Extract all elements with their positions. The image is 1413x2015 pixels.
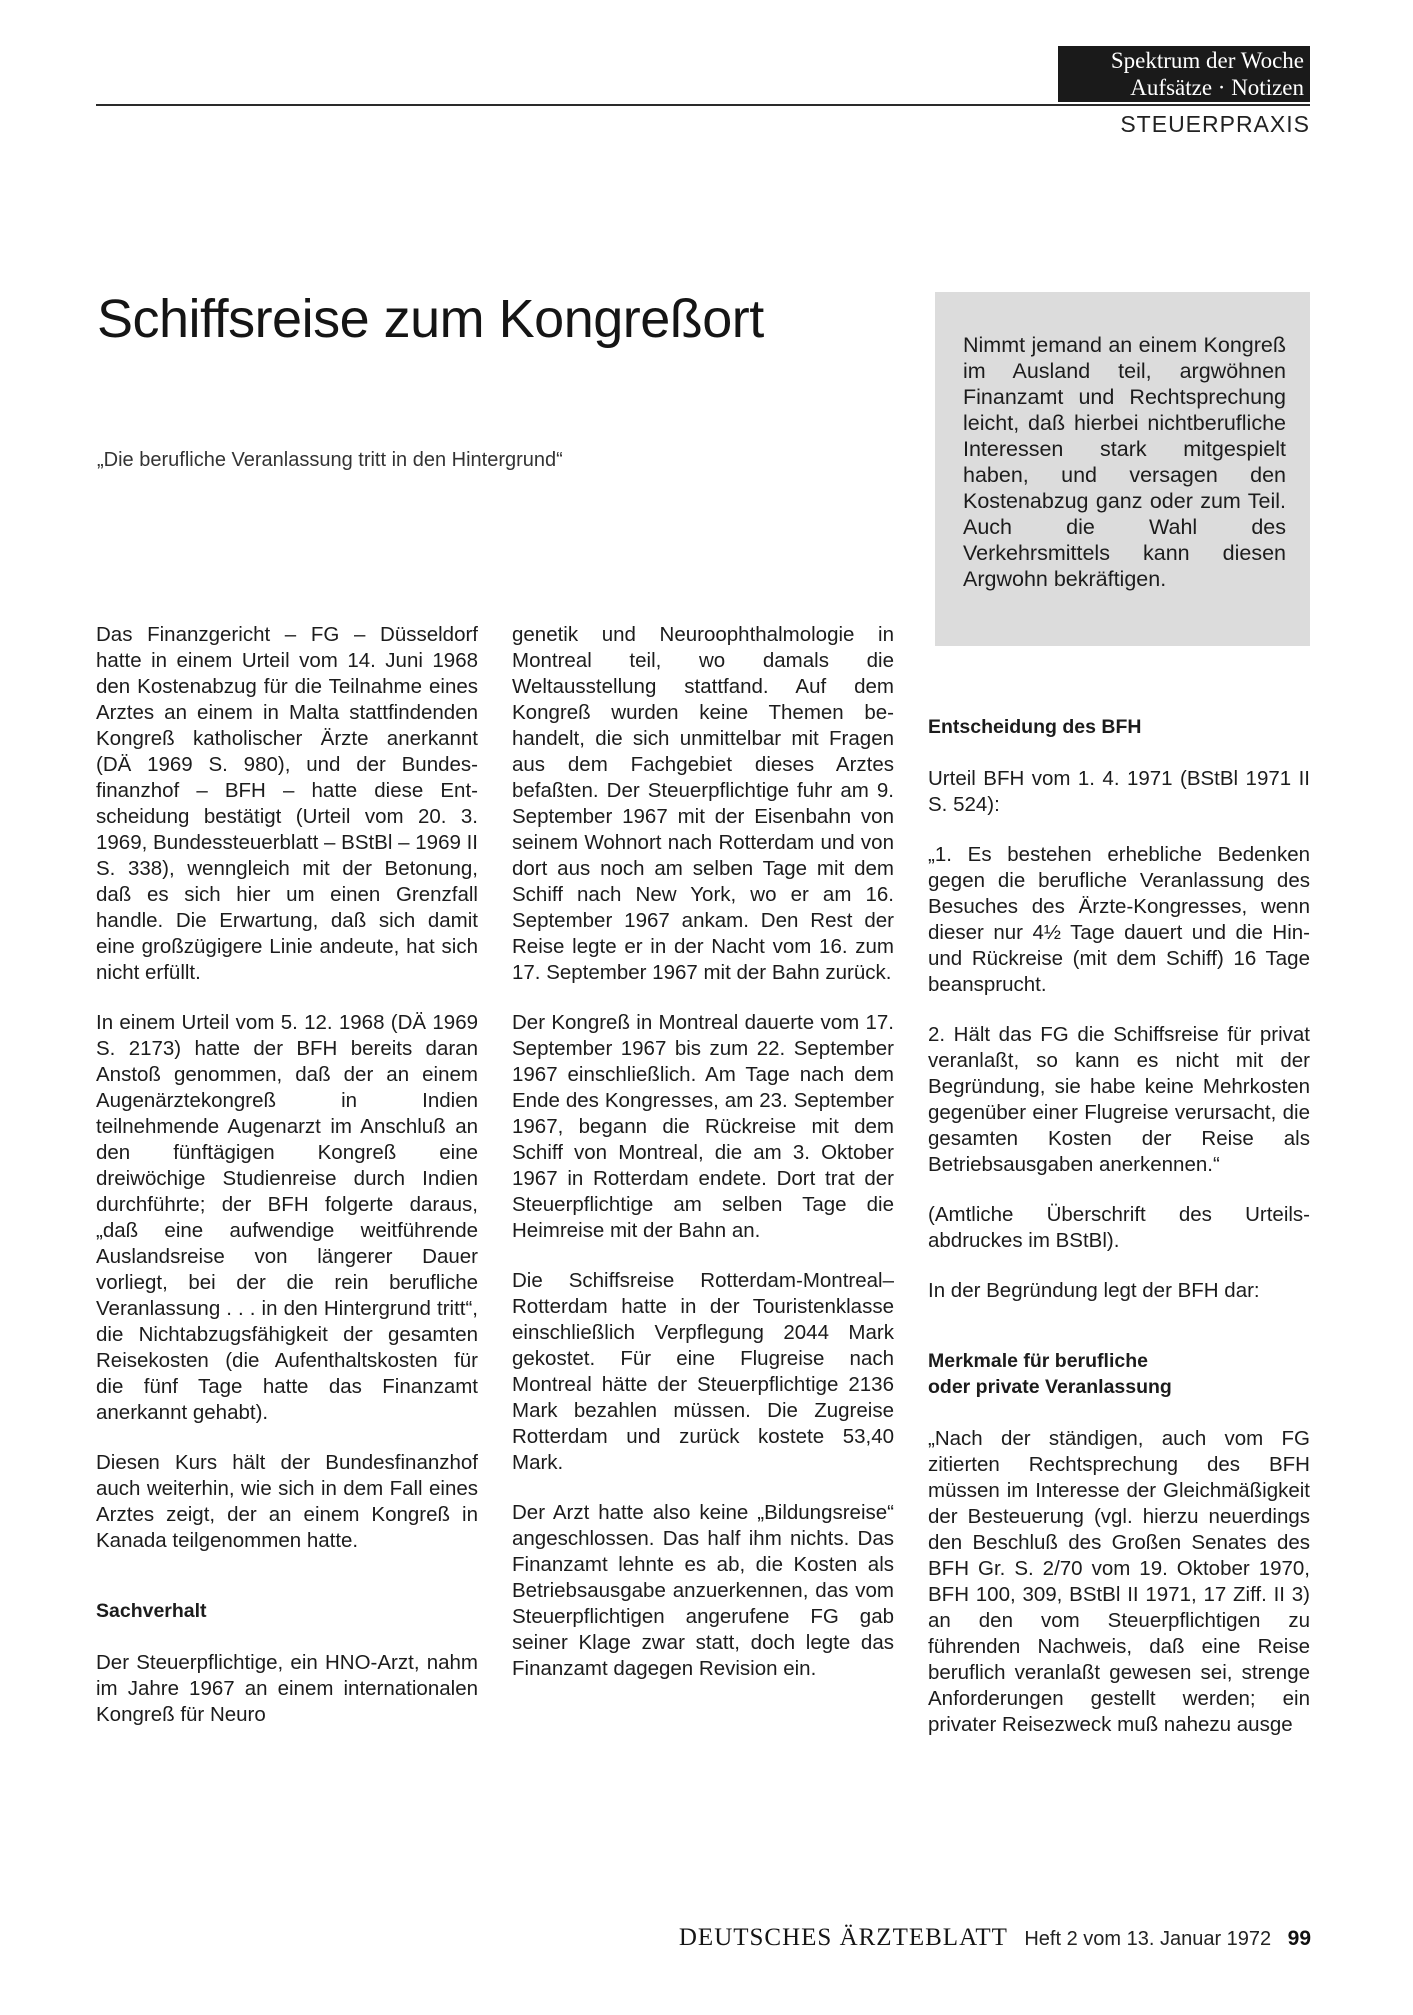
badge-line-2: Aufsätze · Notizen [1130, 75, 1304, 100]
paragraph: genetik und Neuroophthalmologie in Montreal teil, wo damals die Weltausstellung stattfand. Auf dem Kongreß wurden keine Themen behandelt, die sich unmittelbar mit Fragen aus dem Fachgebiet dieses Arztes befaßten. Der Steuerpflichtige fuhr am 9. September 1967 mit der Eisenbahn von seinem Wohnort nach Rotterdam und von dort aus noch am selben Tage mit dem Schiff nach New York, wo er am 16. September 1967 ankam. Den Rest der Reise legte er in der Nacht vom 16. zum 17. September 1967 mit der Bahn zurück. [512, 623, 894, 984]
heading-merkmale [928, 1348, 1310, 1400]
paragraph: „Nach der ständigen, auch vom FG zitierten Rechtsprechung des BFH müssen im Interesse der Gleichmäßigkeit der Besteuerung (vgl. hierzu neuerdings den Beschluß des Großen Senates des BFH Gr. S. 2/70 vom 19. Oktober 1970, BFH 100, 309, BStBl II 1971, 17 Ziff. II 3) an den vom Steuerpflichtigen zu führenden Nachweis, daß eine Reise beruflich veranlaßt gewesen sei, strenge Anforderungen gestellt werden; ein privater Reisezweck muß nahezu ausge [928, 1427, 1310, 1736]
paragraph: In einem Urteil vom 5. 12. 1968 (DÄ 1969 S. 2173) hatte der BFH bereits daran Anstoß genommen, daß der an einem Augenärztekongreß in Indien teilnehmende Augenarzt im Anschluß an den fünftägigen Kongreß eine dreiwöchige Studienreise durch Indien durchführte; der BFH folgerte daraus, „daß eine aufwendige weitführende Auslandsreise von längerer Dauer vorliegt, bei der die rein berufliche Veranlassung . . . in den Hintergrund tritt“, die Nichtabzugsfähigkeit der gesamten Reisekosten (die Aufenthaltskosten für die fünf Tage hatte das Finanzamt anerkannt gehabt). [96, 1011, 478, 1424]
page-footer [679, 1924, 1311, 1952]
heading-sachverhalt: Sachverhalt [96, 1600, 207, 1622]
issue-info: Heft 2 vom 13. Januar 1972 [1024, 1928, 1272, 1950]
page-number: 99 [1287, 1927, 1311, 1950]
summary-box [935, 292, 1310, 646]
column-3 [928, 714, 1310, 1762]
paragraph: 2. Hält das FG die Schiffsreise für privat veranlaßt, so kann es nicht mit der Begründung, sie habe keine Mehrkosten gegenüber einer Flugreise verursacht, die gesamten Kosten der Reise als Betriebsausgaben anerkennen.“ [928, 1023, 1310, 1176]
paragraph: „1. Es bestehen erhebliche Bedenken gegen die berufliche Veranlassung des Besuches des Ärzte-Kongresses, wenn dieser nur 4½ Tage dauert und die Hin- und Rückreise (mit dem Schiff) 16 Tage beansprucht. [928, 843, 1310, 996]
heading-merkmale-line-1: Merkmale für berufliche [928, 1350, 1148, 1372]
column-2 [512, 622, 894, 1706]
header-rule [96, 104, 1310, 106]
paragraph: Der Steuerpflichtige, ein HNO-Arzt, nahm im Jahre 1967 an einem internationalen Kongreß für Neuro [96, 1651, 478, 1726]
paragraph: Der Arzt hatte also keine „Bildungsreise“ angeschlossen. Das half ihm nichts. Das Finanzamt lehnte es ab, die Kosten als Betriebsausgabe anzuerkennen, das vom Steuerpflichtigen angerufene FG gab seiner Klage zwar statt, doch legte das Finanzamt dagegen Revision ein. [512, 1501, 894, 1680]
paragraph: Das Finanzgericht – FG – Düsseldorf hatte in einem Urteil vom 14. Juni 1968 den Kostenabzug für die Teilnahme eines Arztes an einem in Malta stattfindenden Kongreß katholischer Ärzte anerkannt (DÄ 1969 S. 980), und der Bundesfinanzhof – BFH – hatte diese Entscheidung bestätigt (Urteil vom 20. 3. 1969, Bundessteuerblatt – BStBl – 1969 II S. 338), wenngleich mit der Betonung, daß es sich hier um einen Grenzfall handle. Die Erwartung, daß sich damit eine großzügigere Linie andeute, hat sich nicht erfüllt. [96, 623, 478, 984]
badge-line-1: Spektrum der Woche [1110, 48, 1304, 73]
paragraph: Urteil BFH vom 1. 4. 1971 (BStBl 1971 II S. 524): [928, 767, 1310, 816]
heading-entscheidung: Entscheidung des BFH [928, 716, 1142, 738]
paragraph: In der Begründung legt der BFH dar: [928, 1279, 1260, 1302]
summary-text: Nimmt jemand an einem Kongreß im Ausland teil, argwöhnen Finanzamt und Rechtsprechung leicht, daß hierbei nichtberufliche Interessen stark mitgespielt haben, und versagen den Kostenabzug ganz oder zum Teil. Auch die Wahl des Verkehrsmittels kann diesen Argwohn bekräftigen. [963, 333, 1286, 591]
paragraph: Diesen Kurs hält der Bundesfinanzhof auch weiterhin, wie sich in dem Fall eines Arztes zeigt, der an einem Kongreß in Kanada teilgenommen hatte. [96, 1451, 478, 1552]
article-title: Schiffsreise zum Kongreßort [97, 289, 764, 349]
paragraph: Die Schiffsreise Rotterdam-Montreal–Rotterdam hatte in der Touristenklasse einschließlich Verpflegung 2044 Mark gekostet. Für eine Flugreise nach Montreal hätte der Steuerpflichtige 2136 Mark bezahlen müssen. Die Zugreise Rotterdam und zurück kostete 53,40 Mark. [512, 1269, 894, 1474]
section-label: STEUERPRAXIS [1120, 111, 1310, 137]
column-1 [96, 622, 478, 1752]
heading-merkmale-line-2: oder private Veranlassung [928, 1376, 1172, 1398]
paragraph: Der Kongreß in Montreal dauerte vom 17. September 1967 bis zum 22. September 1967 einschließlich. Am Tage nach dem Ende des Kongresses, am 23. September 1967, begann die Rückreise mit dem Schiff von Montreal, die am 3. Oktober 1967 in Rotterdam endete. Dort trat der Steuerpflichtige am selben Tage die Heimreise mit der Bahn an. [512, 1011, 894, 1242]
section-badge [1058, 46, 1310, 102]
publication-name: DEUTSCHES ÄRZTEBLATT [678, 1924, 1008, 1951]
article-subtitle: „Die berufliche Veranlassung tritt in den Hintergrund“ [97, 449, 563, 471]
paragraph: (Amtliche Überschrift des Urteilsabdruckes im BStBl). [928, 1203, 1310, 1252]
